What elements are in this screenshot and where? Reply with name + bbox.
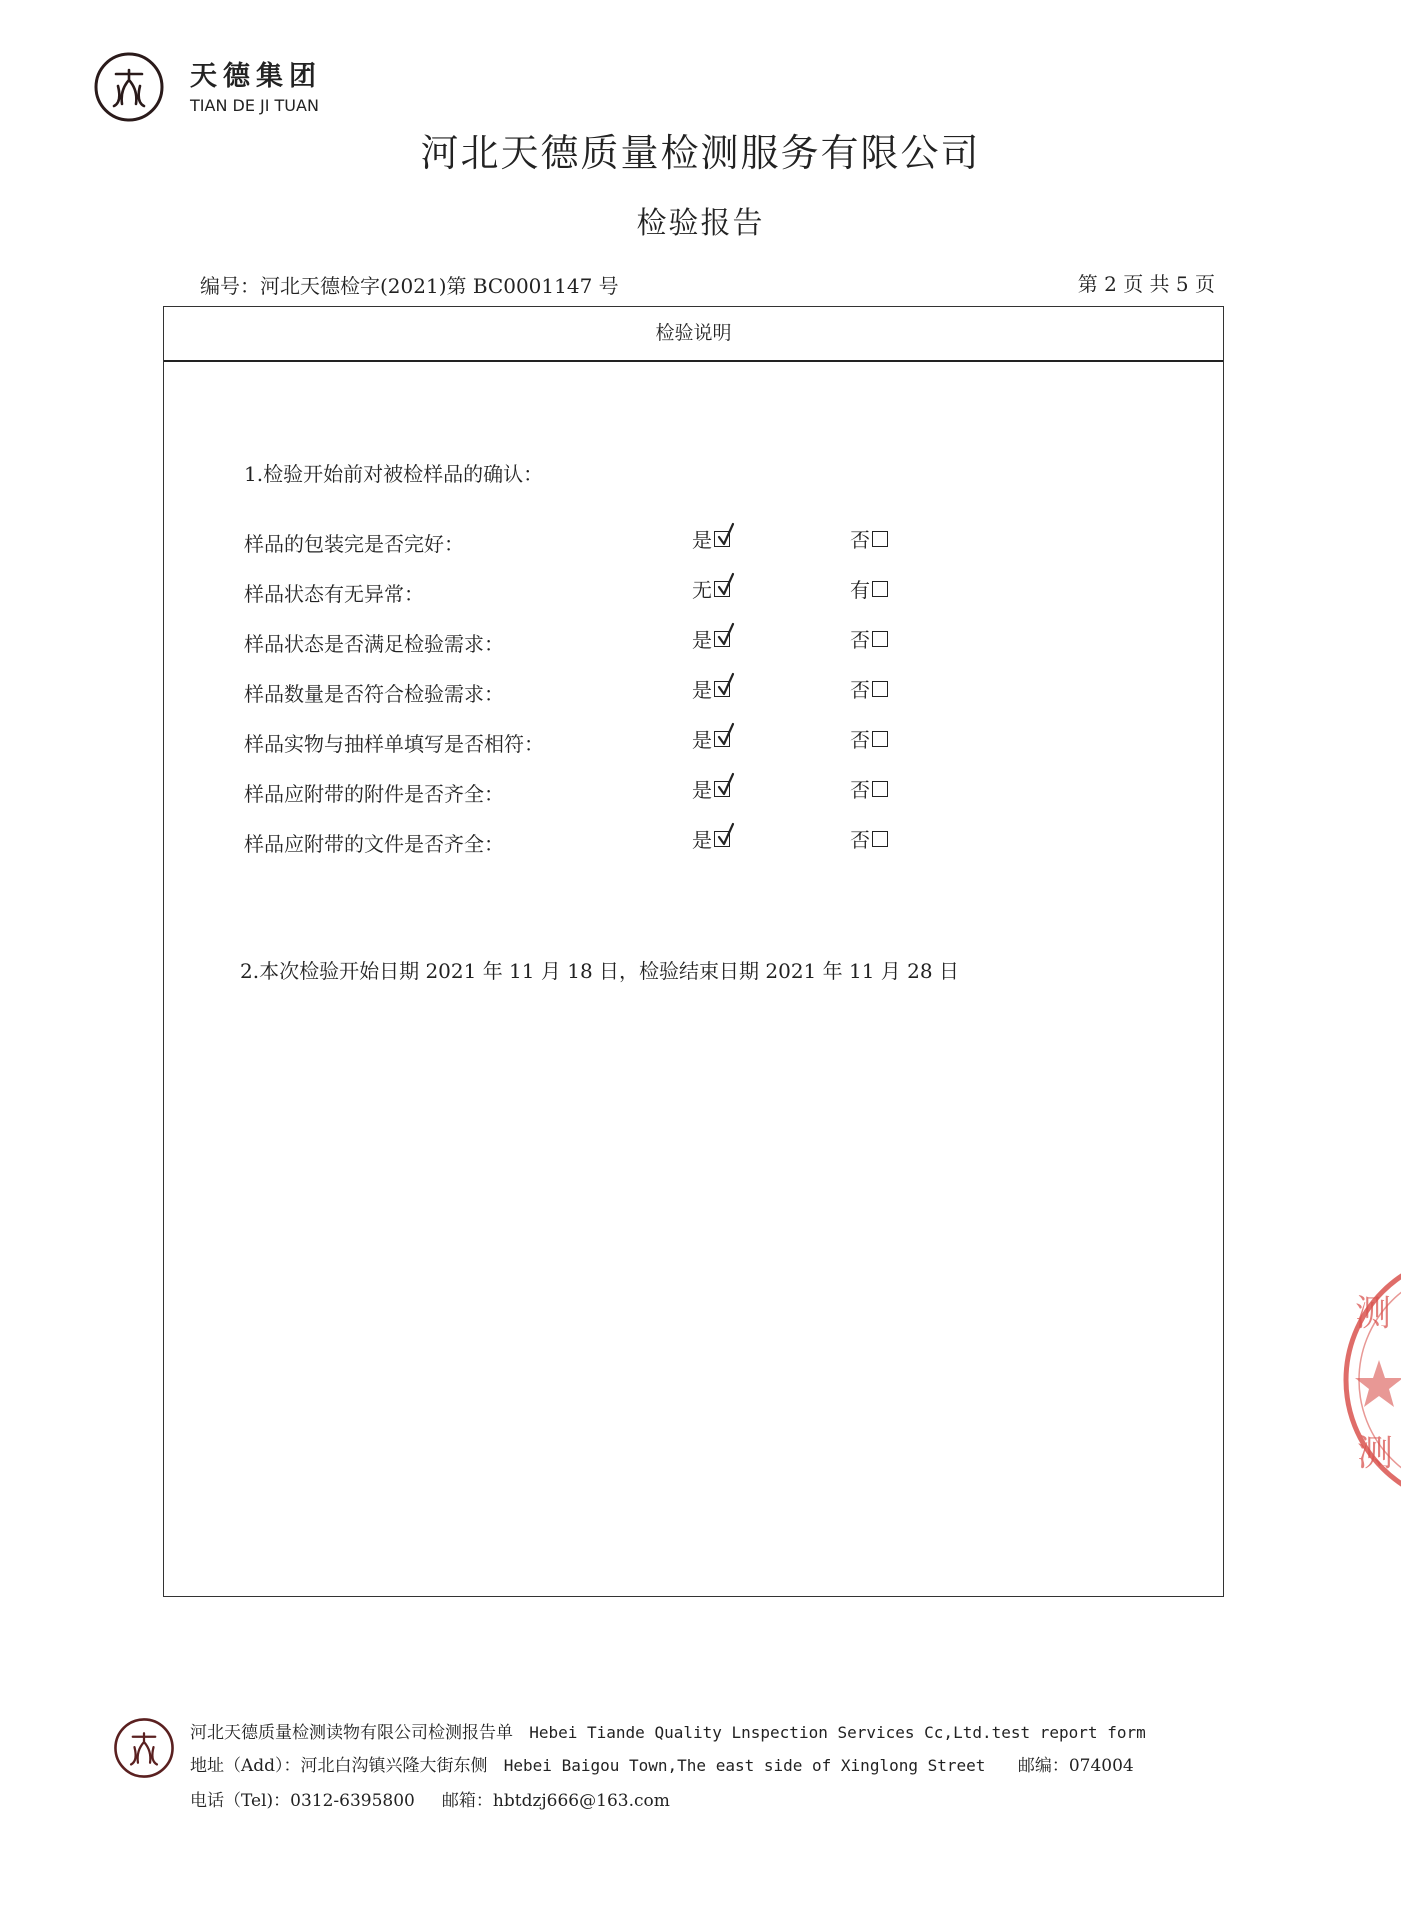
yes-option[interactable] [692,774,730,803]
no-option-label: 否 [850,728,870,752]
seal-char-2: 测 [1357,1433,1394,1474]
footer-company-cn: 河北天德质量检测读物有限公司检测报告单 [190,1723,513,1743]
checkmark-icon [717,822,735,848]
question-label: 样品应附带的文件是否齐全： [244,832,504,856]
section2-dates: 2.本次检验开始日期 2021 年 11 月 18 日，检验结束日期 2021 年 11 月 28 日 [240,959,959,983]
brand-name-en: TIAN DE JI TUAN [190,96,319,115]
empty-box-icon[interactable] [872,831,888,847]
empty-box-icon[interactable] [872,681,888,697]
footer-line-3 [190,1786,670,1811]
inspection-notes-box [163,306,1224,1597]
box-heading: 检验说明 [164,307,1223,362]
report-number: 编号：河北天德检字(2021)第 BC0001147 号 [200,274,619,298]
yes-option[interactable] [692,674,730,703]
checked-box-icon[interactable] [714,581,730,597]
yes-option-label: 无 [692,578,712,602]
yes-option[interactable] [692,624,730,653]
question-label: 样品状态是否满足检验需求： [244,632,504,656]
question-label: 样品实物与抽样单填写是否相符： [244,732,544,756]
yes-option[interactable] [692,824,730,853]
checkmark-icon [717,722,735,748]
footer-line-1 [190,1718,1146,1743]
footer-company-en: Hebei Tiande Quality Lnspection Services Cc,Ltd.test report form [529,1723,1146,1742]
no-option[interactable] [850,724,888,753]
no-option-label: 否 [850,778,870,802]
footer-tel: 电话（Tel)：0312-6395800 [190,1791,415,1811]
page-info: 第 2 页 共 5 页 [1077,272,1215,296]
checked-box-icon[interactable] [714,531,730,547]
empty-box-icon[interactable] [872,531,888,547]
empty-box-icon[interactable] [872,631,888,647]
section1-title: 1.检验开始前对被检样品的确认： [244,462,544,486]
yes-option-label: 是 [692,628,712,652]
no-option[interactable] [850,674,888,703]
no-option[interactable] [850,824,888,853]
yes-option-label: 是 [692,778,712,802]
yes-option[interactable] [692,524,730,553]
no-option-label: 否 [850,828,870,852]
report-title: 检验报告 [636,206,765,241]
yes-option[interactable] [692,574,730,603]
footer-address-cn: 地址（Add）：河北白沟镇兴隆大街东侧 [190,1756,488,1776]
yes-option-label: 是 [692,728,712,752]
yes-option-label: 是 [692,528,712,552]
footer-email: 邮箱：hbtdzj666@163.com [441,1791,670,1811]
checked-box-icon[interactable] [714,781,730,797]
question-label: 样品应附带的附件是否齐全： [244,782,504,806]
no-option-label: 否 [850,678,870,702]
checked-box-icon[interactable] [714,831,730,847]
brand-name-cn: 天德集团 [190,61,322,92]
yes-option-label: 是 [692,828,712,852]
empty-box-icon[interactable] [872,781,888,797]
checkmark-icon [717,772,735,798]
no-option[interactable] [850,524,888,553]
empty-box-icon[interactable] [872,581,888,597]
checkmark-icon [717,622,735,648]
no-option-label: 否 [850,628,870,652]
checkmark-icon [717,522,735,548]
question-label: 样品状态有无异常： [244,582,424,606]
empty-box-icon[interactable] [872,731,888,747]
no-option[interactable] [850,624,888,653]
footer-address-en: Hebei Baigou Town,The east side of Xinglong Street [503,1756,986,1775]
red-seal-stamp [1341,1250,1401,1510]
question-label: 样品的包装完是否完好： [244,532,464,556]
yes-option-label: 是 [692,678,712,702]
seal-char-1: 测 [1355,1293,1392,1334]
question-label: 样品数量是否符合检验需求： [244,682,504,706]
tiande-logo-icon [92,50,166,124]
company-title: 河北天德质量检测服务有限公司 [420,131,981,175]
checked-box-icon[interactable] [714,631,730,647]
footer-line-2 [190,1751,1134,1776]
checked-box-icon[interactable] [714,731,730,747]
checkmark-icon [717,672,735,698]
no-option[interactable] [850,774,888,803]
checked-box-icon[interactable] [714,681,730,697]
no-option[interactable] [850,574,888,603]
footer-postcode: 邮编：074004 [1017,1756,1134,1776]
footer-logo-icon [112,1716,176,1780]
no-option-label: 否 [850,528,870,552]
checkmark-icon [717,572,735,598]
yes-option[interactable] [692,724,730,753]
no-option-label: 有 [850,578,870,602]
